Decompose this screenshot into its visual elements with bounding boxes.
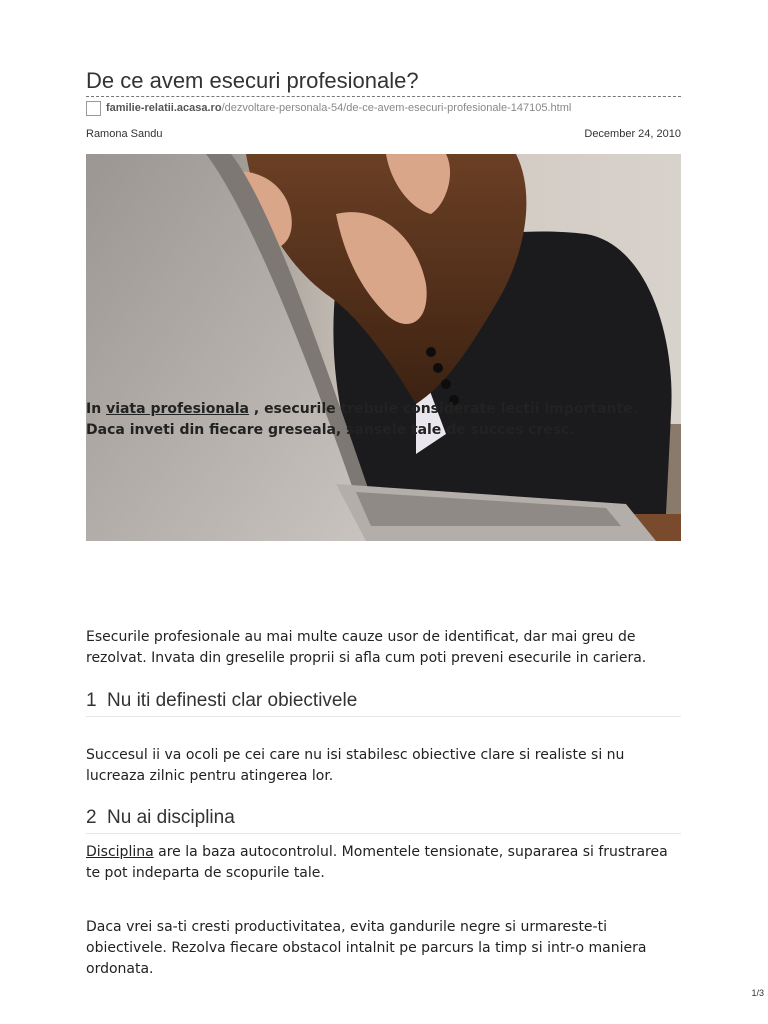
section-number: 2 — [86, 807, 97, 828]
section-2-text-rest: are la baza autocontrolul. Momentele tensionate, supararea si frustrarea te pot indeparta de scopurile tale. — [86, 844, 668, 881]
section-1-text: Succesul ii va ocoli pe cei care nu isi stabilesc obiective clare si realiste si nu lucreaza zilnic pentru atingerea lor. — [86, 747, 625, 784]
article-title: De ce avem esecuri profesionale? — [86, 68, 419, 93]
source-url-link[interactable] — [106, 102, 571, 114]
favicon-icon — [86, 101, 101, 116]
section-heading-2 — [86, 807, 681, 834]
author-name: Ramona Sandu — [86, 128, 163, 140]
disciplina-link[interactable]: Disciplina — [86, 844, 154, 860]
section-number: 1 — [86, 690, 97, 711]
paragraph-causes: Esecurile profesionale au mai multe cauze usor de identificat, dar mai greu de rezolvat. Invata din greselile proprii si afla cum poti preveni esecurile in cariera. — [86, 629, 647, 666]
section-2-text — [86, 842, 681, 884]
stressed-woman-photo-illustration — [86, 154, 681, 541]
article-meta — [86, 128, 681, 142]
source-domain: familie-relatii.acasa.ro — [106, 102, 222, 114]
source-path: /dezvoltare-personala-54/de-ce-avem-esecuri-profesionale-147105.html — [221, 102, 572, 114]
section-2-text-2: Daca vrei sa-ti cresti productivitatea, evita gandurile negre si urmareste-ti obiectivele. Rezolva fiecare obstacol intalnit pe parcurs la timp si intr-o maniera ordonata. — [86, 919, 647, 977]
publish-date: December 24, 2010 — [584, 128, 681, 140]
intro-paragraph — [86, 399, 681, 441]
article-photo — [86, 154, 681, 541]
intro-rest: , esecurile trebuie considerate lectii importante. Daca inveti din fiecare greseala, sansele tale de succes cresc. — [86, 401, 639, 438]
viata-profesionala-link[interactable]: viata profesionala — [106, 401, 249, 417]
section-title: Nu iti definesti clar obiectivele — [107, 690, 358, 711]
source-bar — [86, 96, 681, 119]
page-number: 1/3 — [751, 988, 764, 998]
section-heading-1 — [86, 690, 681, 717]
section-title: Nu ai disciplina — [107, 807, 235, 828]
intro-prefix: In — [86, 401, 107, 417]
